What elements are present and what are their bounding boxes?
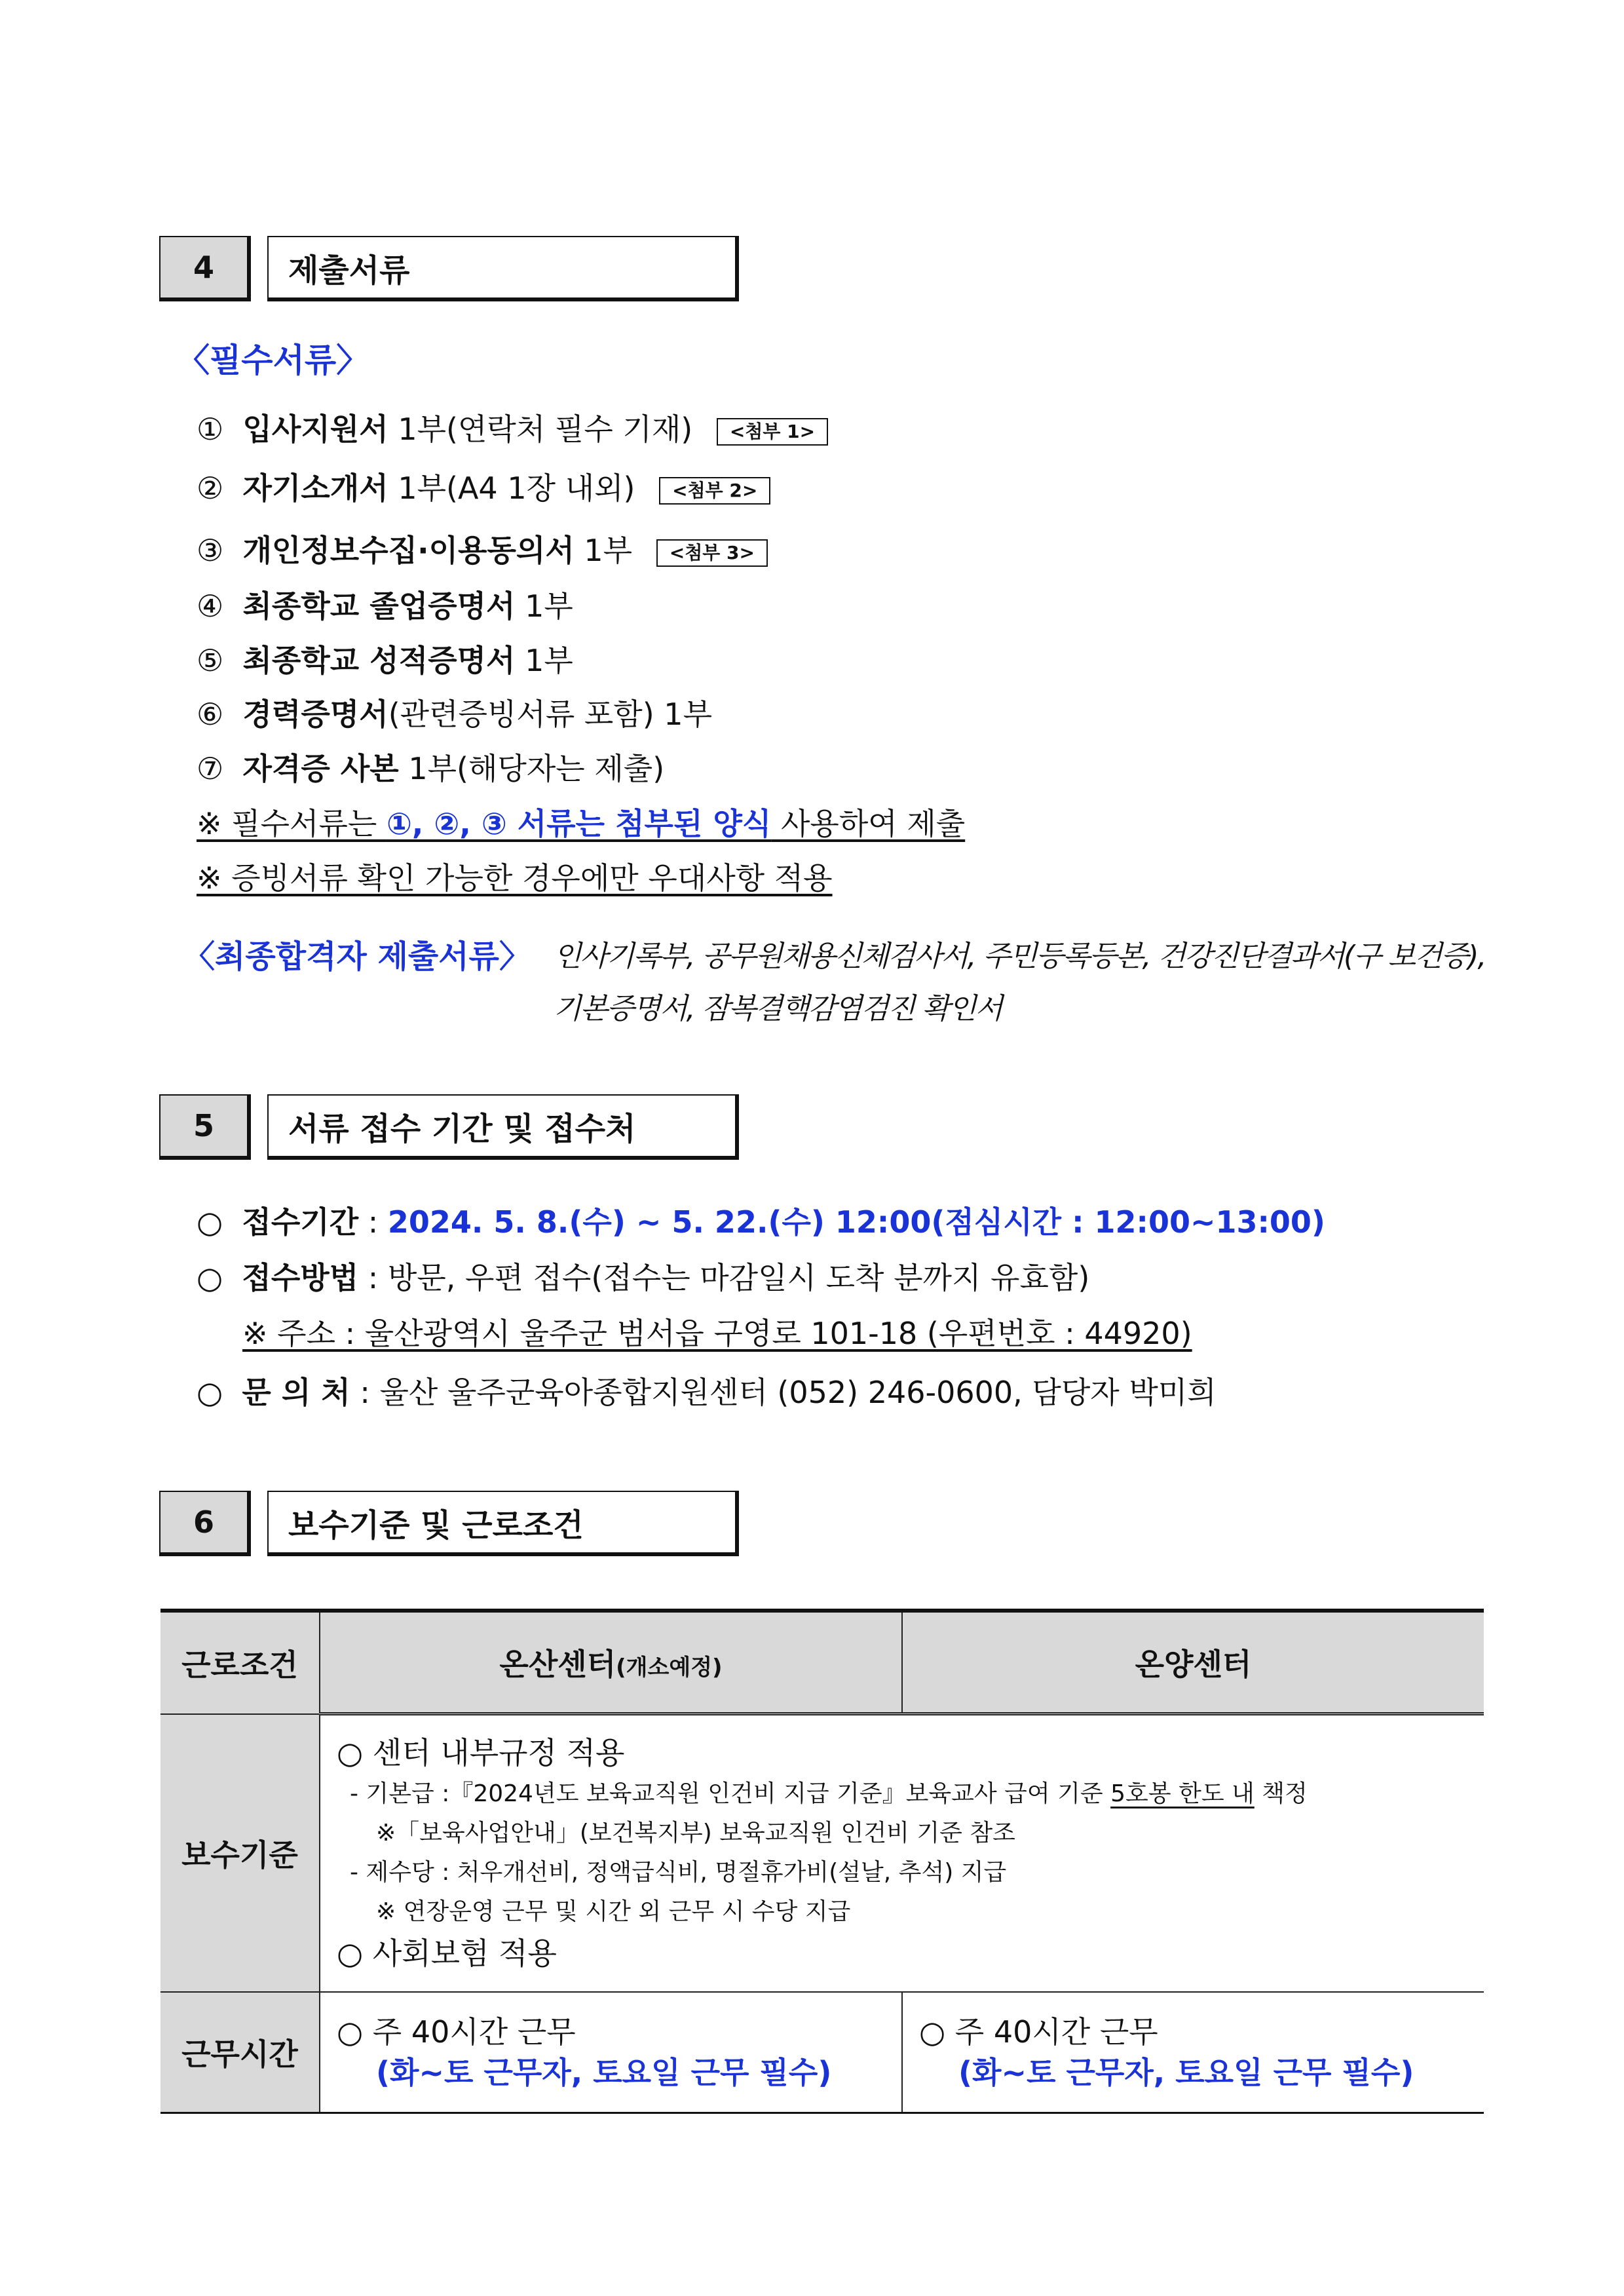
final-docs-header: 〈최종합격자 제출서류〉 bbox=[183, 938, 531, 975]
required-item-6: ⑥ 경력증명서(관련증빙서류 포함) 1부 bbox=[197, 697, 713, 732]
section-6-title: 보수기준 및 근로조건 bbox=[267, 1491, 739, 1556]
hours-onyang-cell: ○ 주 40시간 근무 (화~토 근무자, 토요일 근무 필수) bbox=[902, 1992, 1484, 2113]
header-onsan-center: 온산센터(개소예정) bbox=[320, 1611, 902, 1714]
section-6-number: 6 bbox=[159, 1491, 251, 1556]
header-onyang-center: 온양센터 bbox=[902, 1611, 1484, 1714]
section-5-title: 서류 접수 기간 및 접수처 bbox=[267, 1094, 739, 1160]
required-item-2: ② 자기소개서 1부(A4 1장 내외) <첨부 2> bbox=[197, 469, 770, 508]
row-label-hours: 근무시간 bbox=[161, 1992, 320, 2113]
reception-period: ○ 접수기간 : 2024. 5. 8.(수) ~ 5. 22.(수) 12:00(점심시간 : 12:00~13:00) bbox=[197, 1204, 1325, 1240]
required-docs-header: 〈필수서류〉 bbox=[177, 341, 369, 379]
mailing-address: ※ 주소 : 울산광역시 울주군 범서읍 구영로 101-18 (우편번호 : 44920) bbox=[242, 1316, 1192, 1351]
attachment-label-3: <첨부 3> bbox=[656, 539, 768, 567]
reception-period-value: 2024. 5. 8.(수) ~ 5. 22.(수) 12:00(점심시간 : 12:00~13:00) bbox=[387, 1204, 1325, 1240]
table-row bbox=[161, 1992, 1484, 2113]
row-label-pay: 보수기준 bbox=[161, 1714, 320, 1992]
attachment-label-1: <첨부 1> bbox=[717, 418, 828, 446]
section-4-title: 제출서류 bbox=[267, 236, 739, 301]
table-row bbox=[161, 1714, 1484, 1992]
hours-onsan-cell: ○ 주 40시간 근무 (화~토 근무자, 토요일 근무 필수) bbox=[320, 1992, 902, 2113]
required-item-1: ① 입사지원서 1부(연락처 필수 기재) <첨부 1> bbox=[197, 410, 828, 449]
reception-method: ○ 접수방법 : 방문, 우편 접수(접수는 마감일시 도착 분까지 유효함) bbox=[197, 1260, 1090, 1295]
section-5-number: 5 bbox=[159, 1094, 251, 1160]
required-item-3: ③ 개인정보수집·이용동의서 1부 <첨부 3> bbox=[197, 531, 768, 570]
table-header-row bbox=[161, 1611, 1484, 1714]
final-docs-line-2: 기본증명서, 잠복결핵감염검진 확인서 bbox=[554, 992, 1002, 1025]
working-conditions-table bbox=[161, 1609, 1484, 2114]
header-conditions: 근로조건 bbox=[161, 1611, 320, 1714]
contact-info: ○ 문 의 처 : 울산 울주군육아종합지원센터 (052) 246-0600, 담당자 박미희 bbox=[197, 1375, 1217, 1410]
required-docs-note-1: ※ 필수서류는 ①, ②, ③ 서류는 첨부된 양식 사용하여 제출 bbox=[197, 806, 966, 841]
required-item-5: ⑤ 최종학교 성적증명서 1부 bbox=[197, 643, 573, 678]
final-docs-line-1: 인사기록부, 공무원채용신체검사서, 주민등록등본, 건강진단결과서(구 보건증), bbox=[554, 940, 1486, 973]
required-item-4: ④ 최종학교 졸업증명서 1부 bbox=[197, 588, 573, 624]
section-4-number: 4 bbox=[159, 236, 251, 301]
required-item-7: ⑦ 자격증 사본 1부(해당자는 제출) bbox=[197, 751, 665, 786]
attachment-label-2: <첨부 2> bbox=[659, 477, 770, 505]
required-docs-note-2: ※ 증빙서류 확인 가능한 경우에만 우대사항 적용 bbox=[197, 860, 833, 896]
pay-standard-cell: ○ 센터 내부규정 적용 - 기본급 :『2024년도 보육교직원 인건비 지급 기준』보육교사 급여 기준 5호봉 한도 내 책정 ※「보육사업안내」(보건복지부) 보육교직원 인건비 기준 참조 - 제수당 : 처우개선비, 정액급식비, 명절휴가비(설날, 추석) 지급 ※ 연장운영 근무 및 시간 외 근무 시 수당 지급 ○ 사회보험 적용 bbox=[320, 1714, 1484, 1992]
